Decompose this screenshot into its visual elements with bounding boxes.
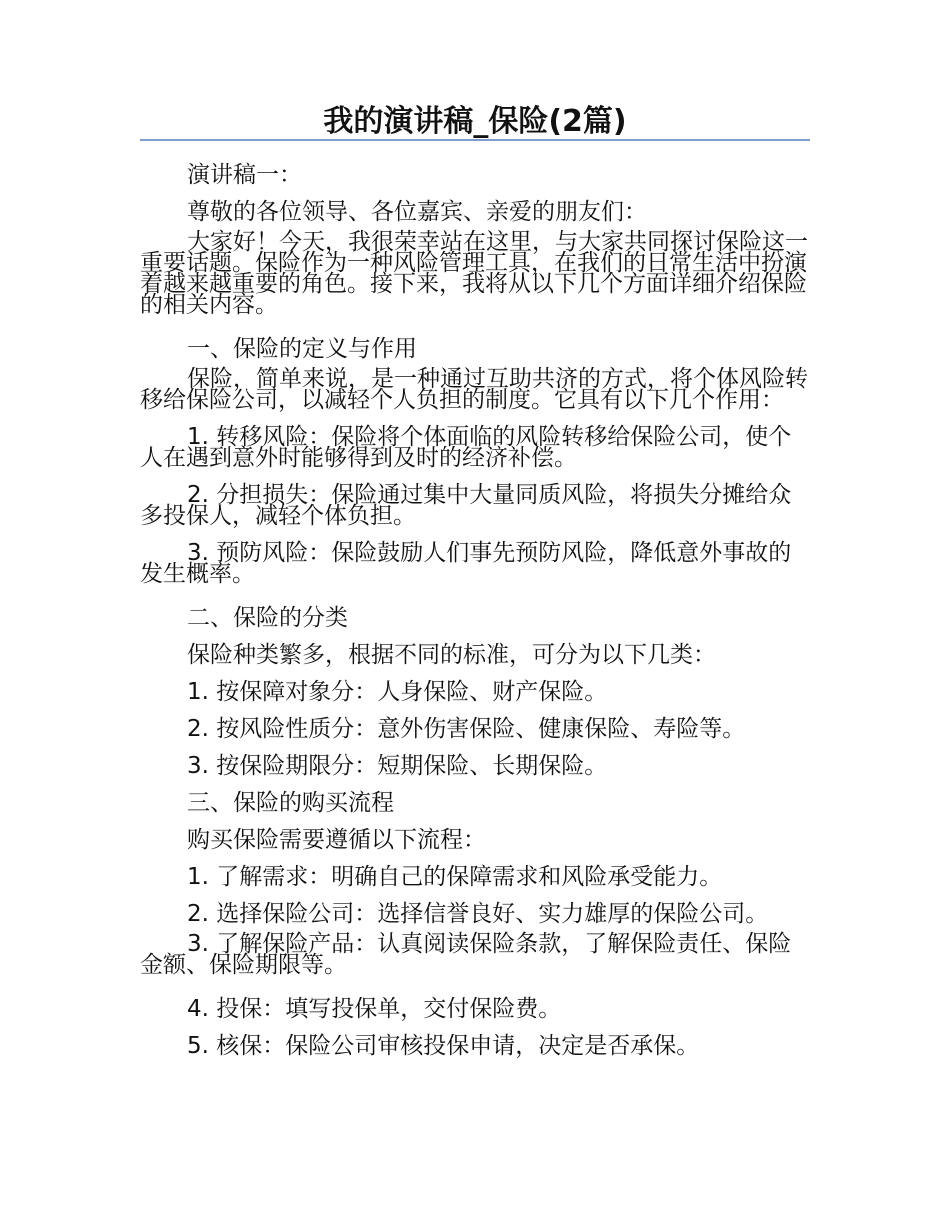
title-underline	[140, 139, 810, 141]
list-item-understand-needs: 1. 了解需求：明确自己的保障需求和风险承受能力。	[187, 864, 723, 890]
paragraph-definition: 保险，简单来说，是一种通过互助共济的方式，将个体风险转移给保险公司，以减轻个人负担的制度。它具有以下几个作用：	[140, 366, 808, 413]
heading-definition: 一、保险的定义与作用	[187, 336, 417, 362]
list-item-share-loss: 2. 分担损失：保险通过集中大量同质风险，将损失分摊给众多投保人，减轻个体负担。	[140, 482, 792, 529]
document-title: 我的演讲稿_保险(2篇)	[323, 104, 627, 139]
paragraph-speech-label: 演讲稿一：	[187, 162, 302, 188]
paragraph-salutation: 尊敬的各位领导、各位嘉宾、亲爱的朋友们：	[187, 199, 647, 225]
paragraph-purchase-process: 购买保险需要遵循以下流程：	[187, 827, 486, 853]
list-item-transfer-risk: 1. 转移风险：保险将个体面临的风险转移给保险公司，使个人在遇到意外时能够得到及时的经济补偿。	[140, 424, 792, 471]
list-item-understand-product: 3. 了解保险产品：认真阅读保险条款，了解保险责任、保险金额、保险期限等。	[140, 931, 792, 978]
list-item-choose-company: 2. 选择保险公司：选择信誉良好、实力雄厚的保险公司。	[187, 901, 769, 927]
list-item-by-object: 1. 按保障对象分：人身保险、财产保险。	[187, 679, 608, 705]
heading-purchase-process: 三、保险的购买流程	[187, 790, 394, 816]
list-item-apply: 4. 投保：填写投保单，交付保险费。	[187, 996, 562, 1022]
heading-classification: 二、保险的分类	[187, 605, 348, 631]
list-item-by-term: 3. 按保险期限分：短期保险、长期保险。	[187, 753, 608, 779]
document-body	[140, 158, 810, 1066]
paragraph-intro: 大家好！今天，我很荣幸站在这里，与大家共同探讨保险这一重要话题。保险作为一种风险管理工具，在我们的日常生活中扮演着越来越重要的角色。接下来，我将从以下几个方面详细介绍保险的相关内容。	[140, 229, 808, 318]
paragraph-classification: 保险种类繁多，根据不同的标准，可分为以下几类：	[187, 642, 716, 668]
list-item-prevent-risk: 3. 预防风险：保险鼓励人们事先预防风险，降低意外事故的发生概率。	[140, 540, 792, 587]
list-item-underwriting: 5. 核保：保险公司审核投保申请，决定是否承保。	[187, 1033, 700, 1059]
list-item-by-risk: 2. 按风险性质分：意外伤害保险、健康保险、寿险等。	[187, 716, 746, 742]
